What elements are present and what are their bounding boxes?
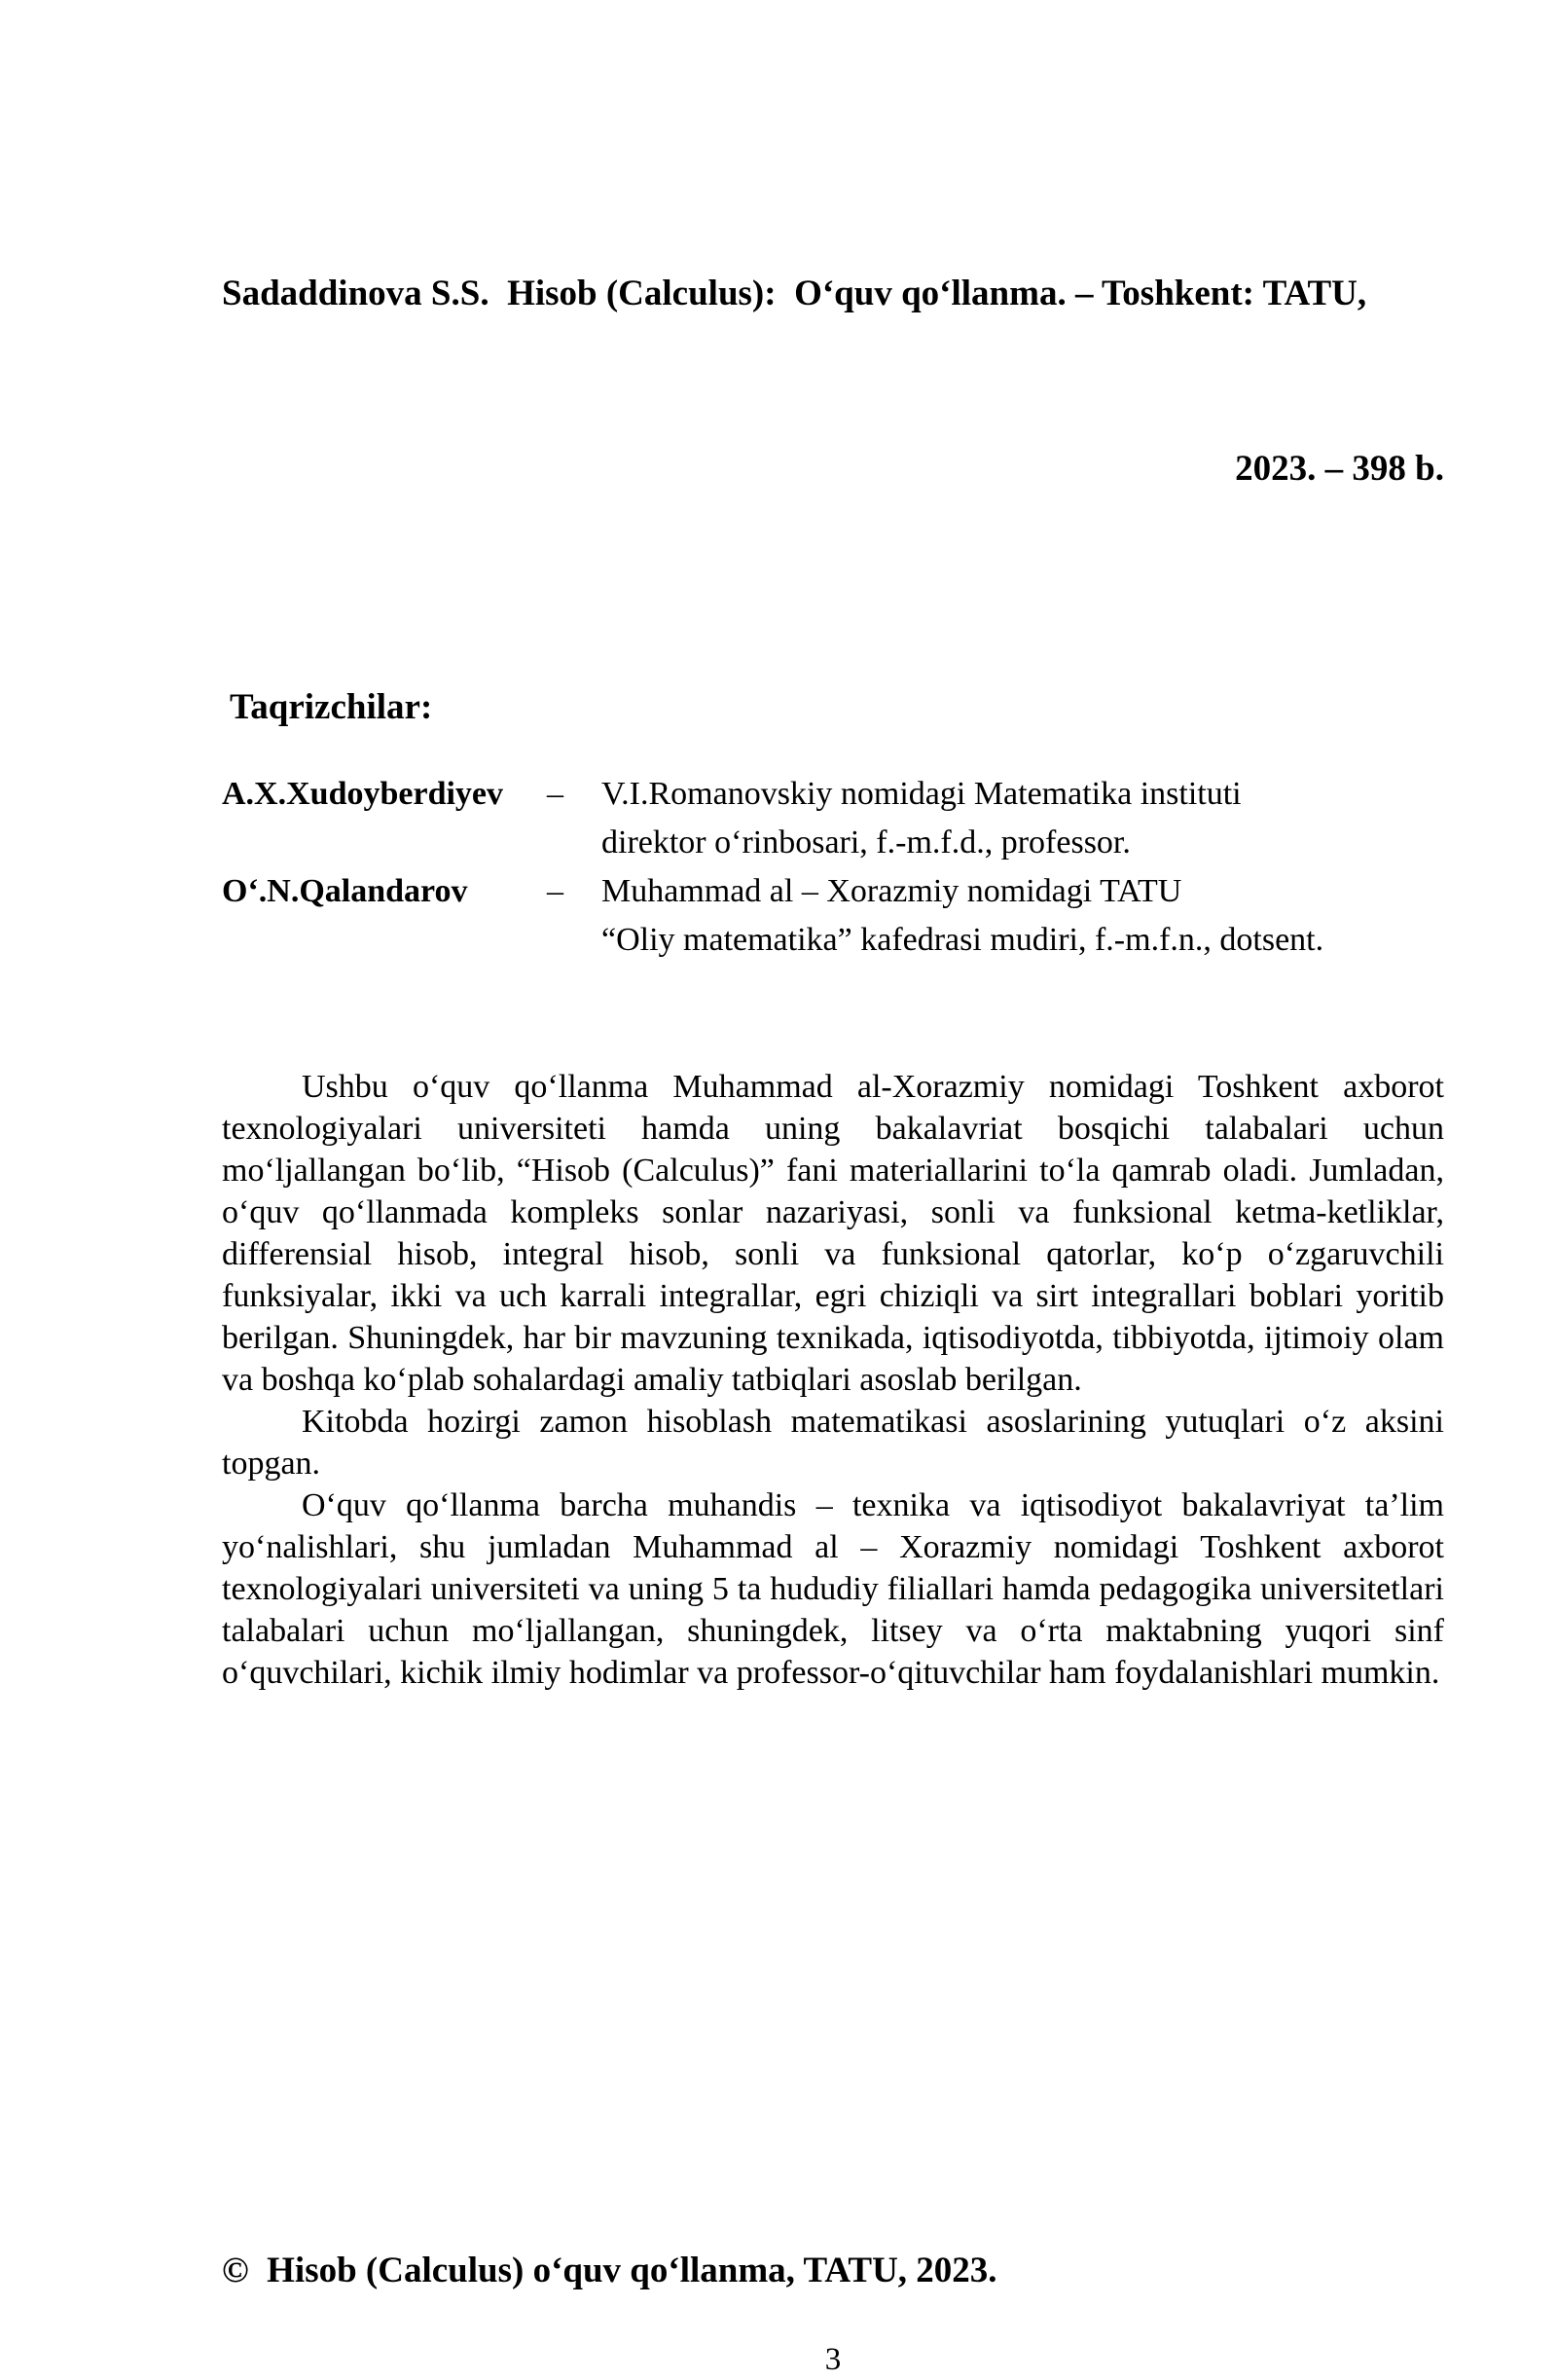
biblio-line-1: Sadaddinova S.S. Hisob (Calculus): O‘quv qo‘llanma. – Toshkent: TATU, (222, 274, 1367, 313)
reviewer-2-description-line-1: Muhammad al – Xorazmiy nomidagi TATU (601, 873, 1182, 909)
reviewer-2-description (601, 867, 1444, 965)
reviewer-1-name: A.X.Xudoyberdiyev (222, 776, 504, 812)
bibliographic-header (222, 148, 1444, 615)
annotation-paragraph-1: Ushbu o‘quv qo‘llanma Muhammad al-Xorazmiy nomidagi Toshkent axborot texnologiyalari universiteti hamda uning bakalavriat bosqichi talabalari uchun mo‘ljallangan bo‘lib, “Hisob (Calculus)” fani materiallarini to‘la qamrab oladi. Jumladan, o‘quv qo‘llanmada kompleks sonlar nazariyasi, sonli va funksional ketma-ketliklar, differensial hisob, integral hisob, sonli va funksional qatorlar, ko‘p o‘zgaruvchili funksiyalar, ikki va uch karrali integrallar, egri chiziqli va sirt integrallari boblari yoritib berilgan. Shuningdek, har bir mavzuning texnikada, iqtisodiyotda, tibbiyotda, ijtimoiy olam va boshqa ko‘plab sohalardagi amaliy tatbiqlari asoslab berilgan. (222, 1069, 1444, 1398)
reviewer-1-description-line-1: V.I.Romanovskiy nomidagi Matematika instituti (601, 776, 1242, 812)
reviewer-1-dash: – (547, 776, 563, 812)
annotation-paragraph-2: Kitobda hozirgi zamon hisoblash matematikasi asoslarining yutuqlari o‘z aksini topgan. (222, 1404, 1444, 1482)
reviewer-1-description-line-2: direktor o‘rinbosari, f.-m.f.d., professor. (601, 824, 1131, 860)
biblio-line-2: 2023. – 398 b. (1235, 449, 1444, 489)
page-number: 3 (824, 2342, 842, 2377)
reviewer-2-dash: – (547, 873, 563, 909)
reviewer-1-description (601, 770, 1444, 867)
reviewers-list (222, 770, 1444, 965)
copyright-line: © Hisob (Calculus) o‘quv qo‘llanma, TATU, 2023. (222, 2251, 997, 2290)
annotation-paragraph-3: O‘quv qo‘llanma barcha muhandis – texnika va iqtisodiyot bakalavriyat ta’lim yo‘nalishlari, shu jumladan Muhammad al – Xorazmiy nomidagi Toshkent axborot texnologiyalari universiteti va uning 5 ta hududiy filiallari hamda pedagogika universitetlari talabalari uchun mo‘ljallangan, shuningdek, litsey va o‘rta maktabning yuqori sinf o‘quvchilari, kichik ilmiy hodimlar va professor-o‘qituvchilar ham foydalanishlari mumkin. (222, 1487, 1444, 1691)
reviewer-2-description-line-2: “Oliy matematika” kafedrasi mudiri, f.-m.f.n., dotsent. (601, 922, 1324, 958)
annotation-text (222, 1066, 1444, 1694)
reviewer-2-name: O‘.N.Qalandarov (222, 873, 468, 909)
reviewers-heading: Taqrizchilar: (230, 687, 433, 727)
